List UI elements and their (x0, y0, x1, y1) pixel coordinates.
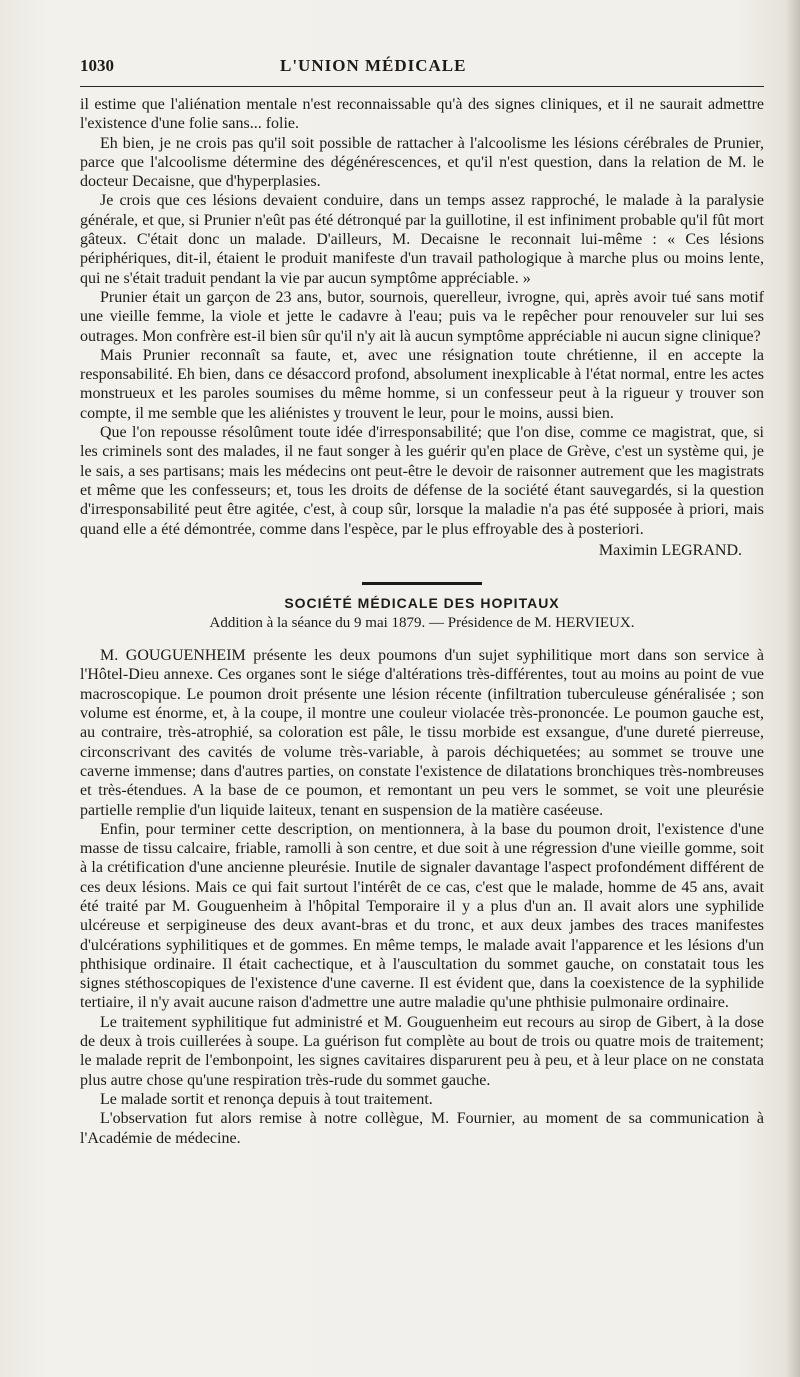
paragraph: M. GOUGUENHEIM présente les deux poumons d'un sujet syphilitique mort dans son service à l'Hôtel-Dieu annexe. Ces organes sont le siége d'altérations très-différentes, tout au moins au point de vue macroscopique. Le poumon droit présente une lésion récente (infiltration tuberculeuse généralisée ; son volume est énorme, et, à la coupe, il montre une couleur violacée très-prononcée. Le poumon gauche est, au contraire, très-atrophié, sa coloration est pâle, le tissu morbide est exsangue, d'une dureté pierreuse, circonscrivant des cavités de volume très-variable, à parois déchiquetées; au sommet se trouve une caverne immense; dans d'autres parties, on constate l'existence de dilatations bronchiques très-nombreuses et très-étendues. A la base de ce poumon, et remontant un peu vers le sommet, se voit une pleurésie partielle remplie d'un liquide laiteux, tenant en suspension de la matière caséeuse. (80, 647, 764, 819)
paragraph: Que l'on repousse résolûment toute idée d'irresponsabilité; que l'on dise, comme ce magistrat, que, si les criminels sont des malades, il ne faut songer à les guérir qu'en place de Grève, c'est un système qui, je le sais, a ses partisans; mais les médecins ont peut-être le devoir de raisonner autrement que les magistrats et même que les confesseurs; et, tous les droits de défense de la société étant sauvegardés, si la question d'irresponsabilité peut être agitée, c'est, à coup sûr, lorsque la maladie n'a pas été supposée à priori, mais quand elle a été démontrée, comme dans l'espèce, par le plus effroyable des à posteriori. (80, 424, 764, 538)
paragraph: Prunier était un garçon de 23 ans, butor, sournois, querelleur, ivrogne, qui, après avoir tué sans motif une vieille femme, la viole et jette le cadavre à l'eau; puis va le repêcher pour renouveler sur lui ses outrages. Mon confrère est-il bien sûr qu'il n'y ait là aucun symptôme appréciable ni aucun signe clinique? (80, 288, 764, 345)
section-subtitle: Addition à la séance du 9 mai 1879. — Présidence de M. HERVIEUX. (209, 615, 635, 632)
page-header (80, 56, 764, 87)
article-legrand (80, 95, 764, 560)
page-number: 1030 (80, 56, 114, 75)
paragraph: Je crois que ces lésions devaient conduire, dans un temps assez rapproché, le malade à la paralysie générale, et que, si Prunier n'eût pas été détronqué par la guillotine, il est infiniment probable qu'il fût mort gâteux. C'était donc un malade. D'ailleurs, M. Decaisne le reconnait lui-même : « Ces lésions périphériques, dit-il, étaient le produit manifeste d'un travail pathologique à marche plus ou moins lente, qui ne s'était traduit pendant la vie par aucun symptôme appréciable. » (80, 192, 764, 287)
paragraph: L'observation fut alors remise à notre collègue, M. Fournier, au moment de sa communication à l'Académie de médecine. (80, 1110, 764, 1147)
paragraph: Eh bien, je ne crois pas qu'il soit possible de rattacher à l'alcoolisme les lésions cérébrales de Prunier, parce que l'alcoolisme détermine des dégénérescences, et qu'il n'est question, dans la relation de M. le docteur Decaisne, que d'hyperplasies. (80, 134, 764, 191)
article-gouguenheim (80, 646, 764, 1148)
page-edge-shadow (786, 0, 800, 1377)
section-title: SOCIÉTÉ MÉDICALE DES HOPITAUX (284, 595, 560, 612)
section-divider (362, 582, 482, 585)
paragraph: il estime que l'aliénation mentale n'est reconnaissable qu'à des signes cliniques, et il ne saurait admettre l'existence d'une folie sans... folie. (80, 96, 764, 133)
author-signature: Maximin LEGRAND. (598, 541, 742, 559)
paragraph: Le traitement syphilitique fut administré et M. Gouguenheim eut recours au sirop de Gibert, à la dose de deux à trois cuillerées à soupe. La guérison fut complète au bout de trois ou quatre mois de traitement; le malade reprit de l'embonpoint, les signes cavitaires disparurent peu à peu, et à leur place on ne constata plus autre chose qu'une respiration très-rude du sommet gauche. (80, 1013, 764, 1089)
running-title: L'UNION MÉDICALE (280, 56, 467, 75)
paragraph: Mais Prunier reconnaît sa faute, et, avec une résignation toute chrétienne, il en accepte la responsabilité. Eh bien, dans ce désaccord profond, absolument inexplicable à l'état normal, entre les actes monstrueux et les paroles soumises du même homme, si un confesseur peut à la rigueur y trouver son compte, il me semble que les aliénistes y trouvent le leur, pour le moins, aussi bien. (80, 346, 764, 422)
paragraph: Enfin, pour terminer cette description, on mentionnera, à la base du poumon droit, l'existence d'une masse de tissu calcaire, friable, ramolli à son centre, et due soit à une régression d'une vieille gomme, soit à la crétification d'une ancienne pleurésie. Inutile de signaler davantage l'aspect profondément différent de ces deux lésions. Mais ce qui fait surtout l'intérêt de ce cas, c'est que le malade, homme de 45 ans, avait été traité par M. Gouguenheim à l'hôpital Temporaire il y a plus d'un an. Il avait alors une syphilide ulcéreuse et serpigineuse des deux avant-bras et du tronc, et aux deux jambes des traces manifestes d'ulcérations syphilitiques et de gommes. En même temps, le malade avait l'apparence et les lésions d'un phthisique ordinaire. Il était cachectique, et à l'auscultation du sommet gauche, on constatait tous les signes stéthoscopiques de l'existence d'une caverne. Il est évident que, dans la coexistence de la syphilide tertiaire, il n'y avait aucune raison d'admettre une autre maladie qu'une phthisie pulmonaire ordinaire. (80, 820, 764, 1012)
paragraph: Le malade sortit et renonça depuis à tout traitement. (100, 1090, 433, 1108)
